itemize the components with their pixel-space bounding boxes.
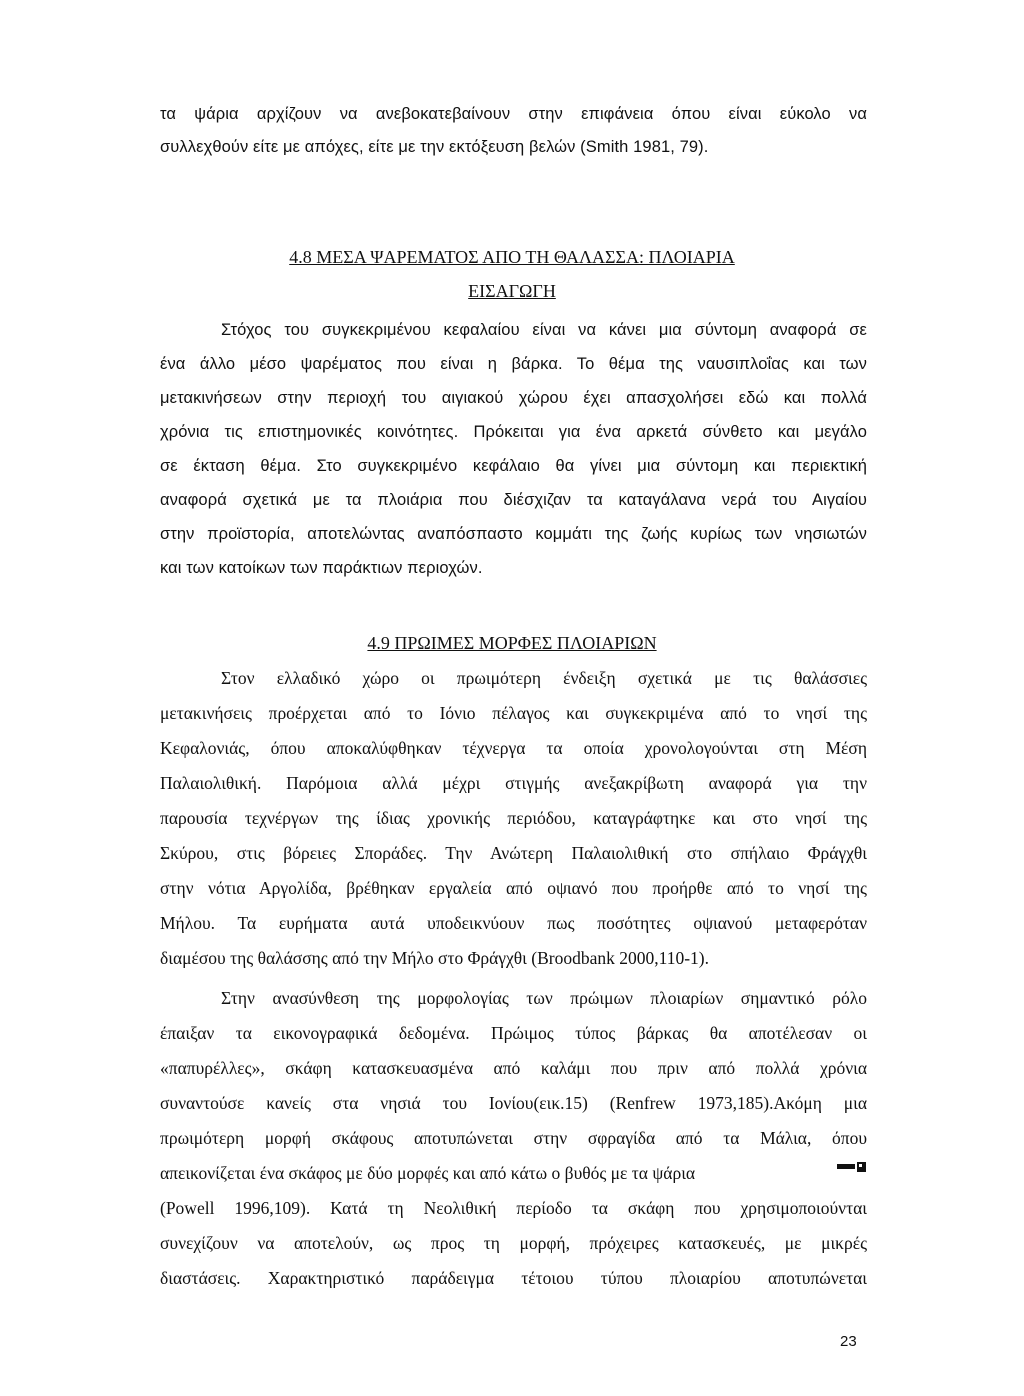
s48-line-1: Στόχος του συγκεκριμένου κεφαλαίου είναι να κάνει μια σύντομη αναφορά σε bbox=[221, 321, 867, 339]
s49-line-3: Κεφαλονιάς, όπου αποκαλύφθηκαν τέχνεργα τα οποία χρονολογούνται στη Μέση bbox=[160, 738, 867, 758]
s49-line-4: Παλαιολιθική. Παρόμοια αλλά μέχρι στιγμής ανεξακρίβωτη αναφορά για την bbox=[160, 773, 867, 793]
s49-line-18: διαστάσεις. Χαρακτηριστικό παράδειγμα τέτοιου τύπου πλοιαρίου αποτυπώνεται bbox=[160, 1268, 867, 1288]
s48-line-7: στην προϊστορία, αποτελώντας αναπόσπαστο κομμάτι της ζωής κυρίως των νησιωτών bbox=[160, 525, 867, 543]
s49-line-17: συνεχίζουν να αποτελούν, ως προς τη μορφή, πρόχειρες κατασκευές, με μικρές bbox=[160, 1233, 867, 1253]
s48-line-2: ένα άλλο μέσο ψαρέματος που είναι η βάρκα. Το θέμα της ναυσιπλοΐας και των bbox=[160, 355, 867, 373]
s49-line-9: διαμέσου της θαλάσσης από την Μήλο στο Φράγχθι (Broodbank 2000,110-1). bbox=[160, 948, 709, 968]
s49-line-8: Μήλου. Τα ευρήματα αυτά υποδεικνύουν πως ποσότητες οψιανού μεταφερόταν bbox=[160, 913, 867, 933]
s49-line-13: συναντούσε κανείς στα νησιά του Ιονίου(εικ.15) (Renfrew 1973,185).Ακόμη μια bbox=[160, 1093, 867, 1113]
s48-line-3: μετακινήσεων στην περιοχή του αιγιακού χώρου έχει απασχολήσει εδώ και πολλά bbox=[160, 389, 867, 407]
section-4-8-subheading: ΕΙΣΑΓΩΓΗ bbox=[468, 281, 556, 301]
intro-line-1: τα ψάρια αρχίζουν να ανεβοκατεβαίνουν στην επιφάνεια όπου είναι εύκολο να bbox=[160, 105, 867, 123]
fish-mark-icon bbox=[837, 1162, 867, 1172]
s49-line-10: Στην ανασύνθεση της μορφολογίας των πρώιμων πλοιαρίων σημαντικό ρόλο bbox=[221, 988, 867, 1008]
intro-line-2: συλλεχθούν είτε με απόχες, είτε με την εκτόξευση βελών (Smith 1981, 79). bbox=[160, 138, 709, 156]
s49-line-5: παρουσία τεχνέργων της ίδιας χρονικής περιόδου, καταγράφτηκε και στο νησί της bbox=[160, 808, 867, 828]
s49-line-12: «παπυρέλλες», σκάφη κατασκευασμένα από καλάμι που πριν από πολλά χρόνια bbox=[160, 1058, 867, 1078]
s49-line-2: μετακινήσεις προέρχεται από το Ιόνιο πέλαγος και συγκεκριμένα από το νησί της bbox=[160, 703, 867, 723]
s49-line-7: στην νότια Αργολίδα, βρέθηκαν εργαλεία από οψιανό που προήρθε από το νησί της bbox=[160, 878, 867, 898]
s49-line-6: Σκύρου, στις βόρειες Σποράδες. Την Ανώτερη Παλαιολιθική στο σπήλαιο Φράγχθι bbox=[160, 843, 867, 863]
s48-line-5: σε έκταση θέμα. Στο συγκεκριμένο κεφάλαιο θα γίνει μια σύντομη και περιεκτική bbox=[160, 457, 867, 475]
page-number: 23 bbox=[840, 1333, 857, 1350]
s48-line-4: χρόνια τις επιστημονικές κοινότητες. Πρόκειται για ένα αρκετά σύνθετο και μεγάλο bbox=[160, 423, 867, 441]
s49-line-11: έπαιξαν τα εικονογραφικά δεδομένα. Πρώιμος τύπος βάρκας θα αποτέλεσαν οι bbox=[160, 1023, 867, 1043]
s49-line-16: (Powell 1996,109). Κατά τη Νεολιθική περίοδο τα σκάφη που χρησιμοποιούνται bbox=[160, 1198, 867, 1218]
s49-line-15: απεικονίζεται ένα σκάφος με δύο μορφές και από κάτω ο βυθός με τα ψάρια bbox=[160, 1163, 696, 1183]
s48-line-8: και των κατοίκων των παράκτιων περιοχών. bbox=[160, 559, 483, 577]
s49-line-1: Στον ελλαδικό χώρο οι πρωιμότερη ένδειξη σχετικά με τις θαλάσσιες bbox=[221, 668, 867, 688]
section-4-9-heading: 4.9 ΠΡΩΙΜΕΣ ΜΟΡΦΕΣ ΠΛΟΙΑΡΙΩΝ bbox=[367, 633, 657, 653]
section-4-8-heading: 4.8 ΜΕΣΑ ΨΑΡΕΜΑΤΟΣ ΑΠΟ ΤΗ ΘΑΛΑΣΣΑ: ΠΛΟΙΑΡΙΑ bbox=[289, 247, 735, 267]
s48-line-6: αναφορά σχετικά με τα πλοιάρια που διέσχιζαν τα καταγάλανα νερά του Αιγαίου bbox=[160, 491, 867, 509]
s49-line-14: πρωιμότερη μορφή σκάφους αποτυπώνεται στην σφραγίδα από τα Μάλια, όπου bbox=[160, 1128, 867, 1148]
s49-line-15-row bbox=[160, 1162, 867, 1184]
